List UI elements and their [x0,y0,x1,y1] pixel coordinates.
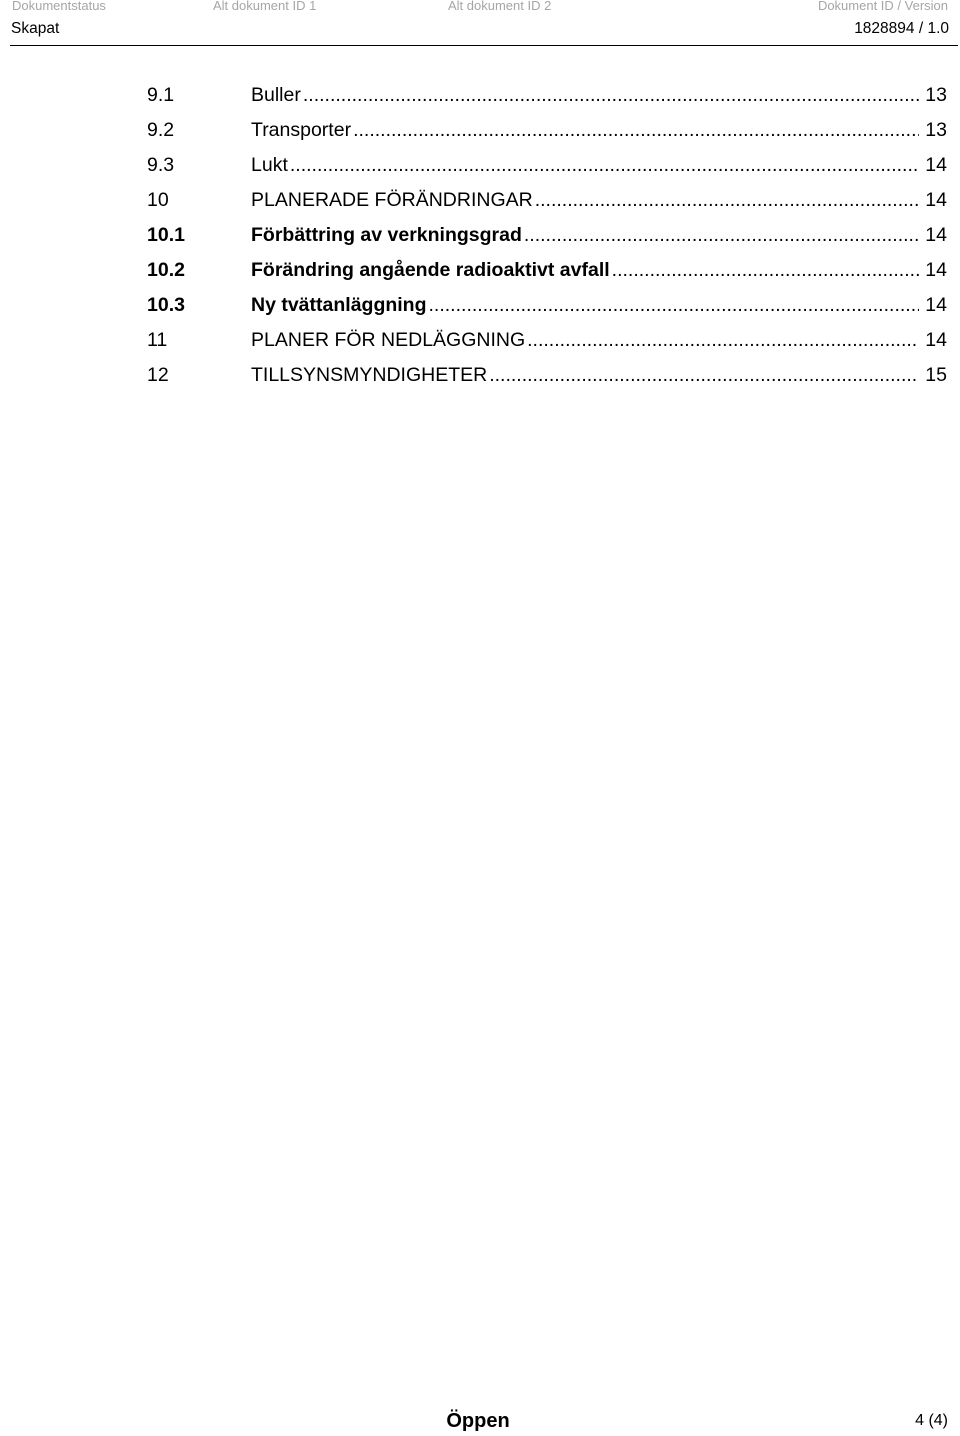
header-values [0,20,960,40]
toc-entry-title: TILLSYNSMYNDIGHETER [251,363,488,386]
toc-entry-page: 14 [925,328,947,351]
toc-entry[interactable] [147,112,947,147]
header-divider [10,45,958,46]
toc-entry[interactable] [147,252,947,287]
toc-dot-leader [535,188,920,212]
header-labels [0,0,960,14]
toc-entry-title: Ny tvättanläggning [251,293,427,316]
toc-entry-number: 10.2 [147,258,185,281]
toc-dot-leader [353,118,919,142]
alt-doc-2-label: Alt dokument ID 2 [448,0,552,13]
toc-dot-leader [527,328,919,352]
toc-entry-page: 14 [925,293,947,316]
toc-entry[interactable] [147,357,947,392]
doc-id-label: Dokument ID / Version [817,0,948,13]
toc-entry-page: 14 [925,153,947,176]
toc-entry[interactable] [147,287,947,322]
toc-entry-number: 9.2 [147,118,175,141]
toc-entry-title: PLANERADE FÖRÄNDRINGAR [251,188,533,211]
toc-entry-title: Buller [251,83,301,106]
classification-label: Öppen [446,1410,510,1432]
toc-entry-title: PLANER FÖR NEDLÄGGNING [251,328,526,351]
toc-entry-page: 13 [925,83,947,106]
toc-entry[interactable] [147,322,947,357]
toc-entry-page: 14 [925,188,947,211]
toc-entry-page: 14 [925,258,947,281]
footer-page-indicator: 4 (4) [915,1412,948,1429]
alt-doc-1-label: Alt dokument ID 1 [213,0,317,13]
toc-dot-leader [489,363,919,387]
toc-entry[interactable] [147,217,947,252]
toc-entry-title: Lukt [251,153,288,176]
toc-dot-leader [429,293,920,317]
toc-entry-title: Förbättring av verkningsgrad [251,223,522,246]
footer-classification [0,1410,960,1433]
toc-entry-title: Transporter [251,118,352,141]
toc-entry[interactable] [147,77,947,112]
toc-entry-title: Förändring angående radioaktivt avfall [251,258,610,281]
status-label: Dokumentstatus [12,0,106,13]
toc-entry-number: 12 [147,363,169,386]
toc-entry-number: 10.3 [147,293,185,316]
table-of-contents [147,77,947,392]
toc-entry-number: 10 [147,188,169,211]
toc-entry[interactable] [147,182,947,217]
toc-dot-leader [524,223,919,247]
toc-entry-number: 9.3 [147,153,175,176]
toc-entry-number: 9.1 [147,83,175,106]
toc-entry[interactable] [147,147,947,182]
status-value: Skapat [11,20,60,37]
toc-entry-page: 13 [925,118,947,141]
toc-entry-page: 15 [925,363,947,386]
toc-entry-number: 11 [147,328,168,351]
toc-entry-page: 14 [925,223,947,246]
toc-dot-leader [612,258,920,282]
toc-entry-number: 10.1 [147,223,185,246]
doc-id-value: 1828894 / 1.0 [854,20,949,37]
toc-dot-leader [303,83,919,107]
toc-dot-leader [290,153,919,177]
